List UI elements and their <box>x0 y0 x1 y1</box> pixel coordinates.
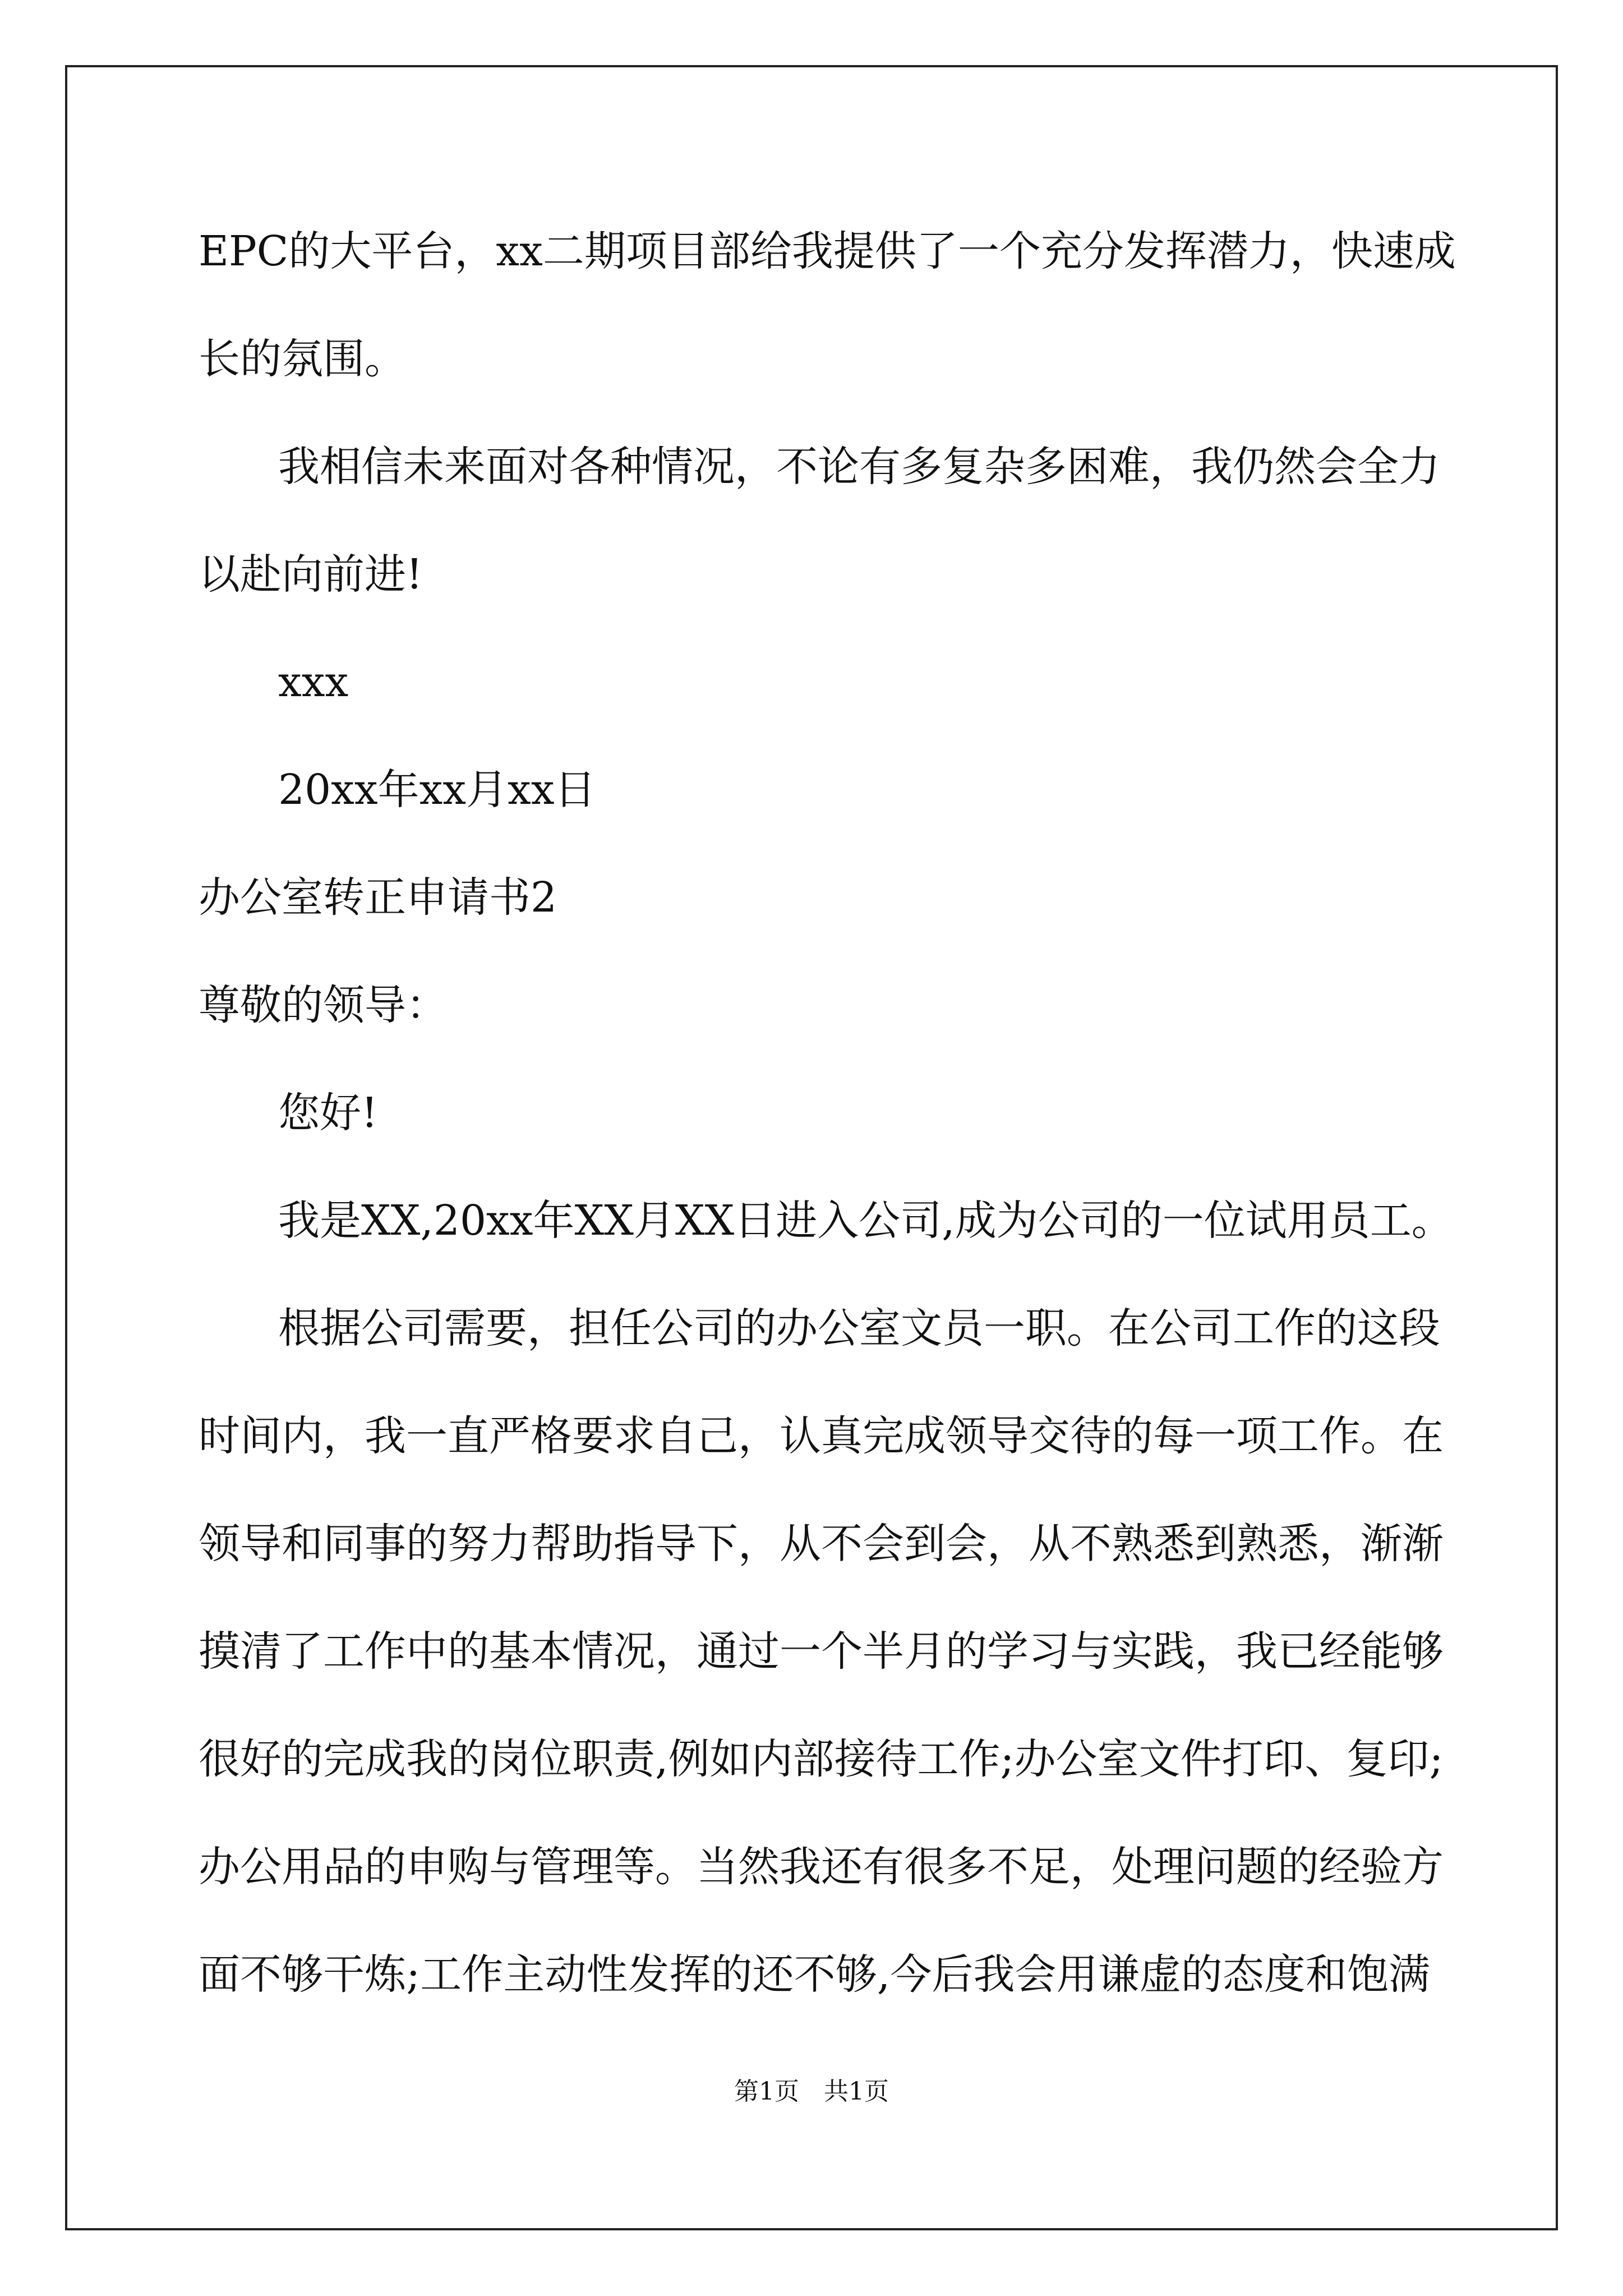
text-line: 我相信未来面对各种情况，不论有多复杂多困难，我仍然会全力 <box>278 443 1440 491</box>
text-line: 摸清了工作中的基本情况，通过一个半月的学习与实践，我已经能够 <box>199 1627 1444 1676</box>
text-line: 长的氛围。 <box>199 335 406 383</box>
text-line: 很好的完成我的岗位职责,例如内部接待工作;办公室文件打印、复印; <box>199 1735 1444 1783</box>
text-line: 时间内，我一直严格要求自己，认真完成领导交待的每一项工作。在 <box>199 1412 1444 1460</box>
salutation: 尊敬的领导： <box>199 981 448 1029</box>
text-line: EPC的大平台，xx二期项目部给我提供了一个充分发挥潜力，快速成 <box>199 227 1456 275</box>
text-line: 我是XX,20xx年XX月XX日进入公司,成为公司的一位试用员工。 <box>278 1197 1453 1245</box>
text-line: 以赴向前进! <box>199 550 423 599</box>
page-footer: 第1页 共1页 <box>734 2077 889 2106</box>
text-line: 根据公司需要，担任公司的办公室文员一职。在公司工作的这段 <box>278 1304 1440 1352</box>
signature-name: xxx <box>278 658 349 706</box>
section-title: 办公室转正申请书2 <box>199 873 557 922</box>
page-border <box>65 65 1558 2230</box>
text-line: 面不够干炼;工作主动性发挥的还不够,今后我会用谦虚的态度和饱满 <box>199 1950 1430 1999</box>
text-line: 领导和同事的努力帮助指导下，从不会到会，从不熟悉到熟悉，渐渐 <box>199 1520 1444 1568</box>
greeting: 您好! <box>278 1089 378 1137</box>
text-line: 办公用品的申购与管理等。当然我还有很多不足，处理问题的经验方 <box>199 1843 1444 1891</box>
date-line: 20xx年xx月xx日 <box>278 766 596 814</box>
